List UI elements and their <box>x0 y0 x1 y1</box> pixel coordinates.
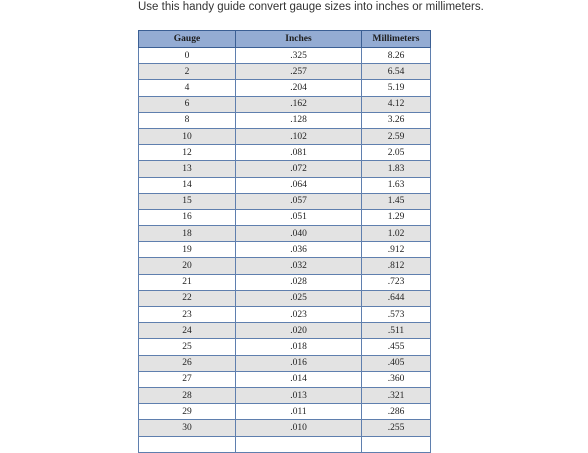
millimeters-cell: 2.59 <box>362 128 431 144</box>
millimeters-cell: .644 <box>362 290 431 306</box>
table-row <box>139 112 431 128</box>
millimeters-cell: 4.12 <box>362 96 431 112</box>
table-row <box>139 323 431 339</box>
inches-cell: .020 <box>236 323 362 339</box>
inches-cell: .011 <box>236 404 362 420</box>
gauge-cell: 12 <box>139 145 236 161</box>
inches-cell: .040 <box>236 226 362 242</box>
table-body <box>139 48 431 453</box>
millimeters-cell <box>362 436 431 452</box>
table-header-row <box>139 31 431 48</box>
gauge-cell: 13 <box>139 161 236 177</box>
millimeters-cell: 1.45 <box>362 193 431 209</box>
inches-cell: .128 <box>236 112 362 128</box>
millimeters-cell: .321 <box>362 387 431 403</box>
inches-cell: .036 <box>236 242 362 258</box>
inches-cell: .016 <box>236 355 362 371</box>
millimeters-cell: .573 <box>362 307 431 323</box>
header-inches: Inches <box>236 31 362 48</box>
gauge-cell: 23 <box>139 307 236 323</box>
table-row <box>139 387 431 403</box>
millimeters-cell: .360 <box>362 371 431 387</box>
inches-cell: .102 <box>236 128 362 144</box>
gauge-cell: 28 <box>139 387 236 403</box>
millimeters-cell: .511 <box>362 323 431 339</box>
table-row <box>139 258 431 274</box>
gauge-cell: 18 <box>139 226 236 242</box>
table-row <box>139 307 431 323</box>
millimeters-cell: .455 <box>362 339 431 355</box>
gauge-cell: 4 <box>139 80 236 96</box>
table-row <box>139 48 431 64</box>
table-row <box>139 96 431 112</box>
gauge-cell: 19 <box>139 242 236 258</box>
gauge-cell: 22 <box>139 290 236 306</box>
gauge-cell: 0 <box>139 48 236 64</box>
millimeters-cell: .405 <box>362 355 431 371</box>
gauge-cell: 14 <box>139 177 236 193</box>
table-row <box>139 242 431 258</box>
millimeters-cell: 5.19 <box>362 80 431 96</box>
gauge-cell: 2 <box>139 64 236 80</box>
gauge-cell: 16 <box>139 209 236 225</box>
inches-cell: .028 <box>236 274 362 290</box>
gauge-cell: 21 <box>139 274 236 290</box>
millimeters-cell: .812 <box>362 258 431 274</box>
millimeters-cell: .723 <box>362 274 431 290</box>
inches-cell: .025 <box>236 290 362 306</box>
gauge-cell: 15 <box>139 193 236 209</box>
gauge-cell: 20 <box>139 258 236 274</box>
inches-cell: .013 <box>236 387 362 403</box>
table-row <box>139 161 431 177</box>
millimeters-cell: 1.02 <box>362 226 431 242</box>
millimeters-cell: 2.05 <box>362 145 431 161</box>
gauge-cell: 26 <box>139 355 236 371</box>
inches-cell: .057 <box>236 193 362 209</box>
gauge-cell: 27 <box>139 371 236 387</box>
gauge-cell: 24 <box>139 323 236 339</box>
millimeters-cell: .255 <box>362 420 431 436</box>
table-row <box>139 64 431 80</box>
gauge-cell: 8 <box>139 112 236 128</box>
table-row <box>139 145 431 161</box>
millimeters-cell: 1.29 <box>362 209 431 225</box>
table-row <box>139 274 431 290</box>
inches-cell: .051 <box>236 209 362 225</box>
millimeters-cell: 8.26 <box>362 48 431 64</box>
gauge-cell <box>139 436 236 452</box>
gauge-cell: 6 <box>139 96 236 112</box>
table-row <box>139 209 431 225</box>
inches-cell: .032 <box>236 258 362 274</box>
table-row <box>139 193 431 209</box>
table-row <box>139 404 431 420</box>
inches-cell: .162 <box>236 96 362 112</box>
table-row <box>139 371 431 387</box>
millimeters-cell: .912 <box>362 242 431 258</box>
inches-cell: .204 <box>236 80 362 96</box>
gauge-cell: 30 <box>139 420 236 436</box>
header-gauge: Gauge <box>139 31 236 48</box>
table-row <box>139 177 431 193</box>
millimeters-cell: 6.54 <box>362 64 431 80</box>
header-millimeters: Millimeters <box>362 31 431 48</box>
table-row <box>139 436 431 452</box>
intro-text: Use this handy guide convert gauge sizes into inches or millimeters. <box>138 1 484 13</box>
gauge-cell: 10 <box>139 128 236 144</box>
inches-cell: .023 <box>236 307 362 323</box>
table-row <box>139 128 431 144</box>
inches-cell: .257 <box>236 64 362 80</box>
millimeters-cell: 3.26 <box>362 112 431 128</box>
millimeters-cell: 1.83 <box>362 161 431 177</box>
table-row <box>139 290 431 306</box>
table-row <box>139 420 431 436</box>
table-row <box>139 80 431 96</box>
gauge-cell: 29 <box>139 404 236 420</box>
inches-cell: .325 <box>236 48 362 64</box>
inches-cell: .014 <box>236 371 362 387</box>
inches-cell <box>236 436 362 452</box>
inches-cell: .010 <box>236 420 362 436</box>
inches-cell: .072 <box>236 161 362 177</box>
table-row <box>139 226 431 242</box>
inches-cell: .064 <box>236 177 362 193</box>
millimeters-cell: 1.63 <box>362 177 431 193</box>
gauge-conversion-table <box>138 30 431 453</box>
inches-cell: .081 <box>236 145 362 161</box>
inches-cell: .018 <box>236 339 362 355</box>
table-row <box>139 355 431 371</box>
table-row <box>139 339 431 355</box>
millimeters-cell: .286 <box>362 404 431 420</box>
gauge-cell: 25 <box>139 339 236 355</box>
